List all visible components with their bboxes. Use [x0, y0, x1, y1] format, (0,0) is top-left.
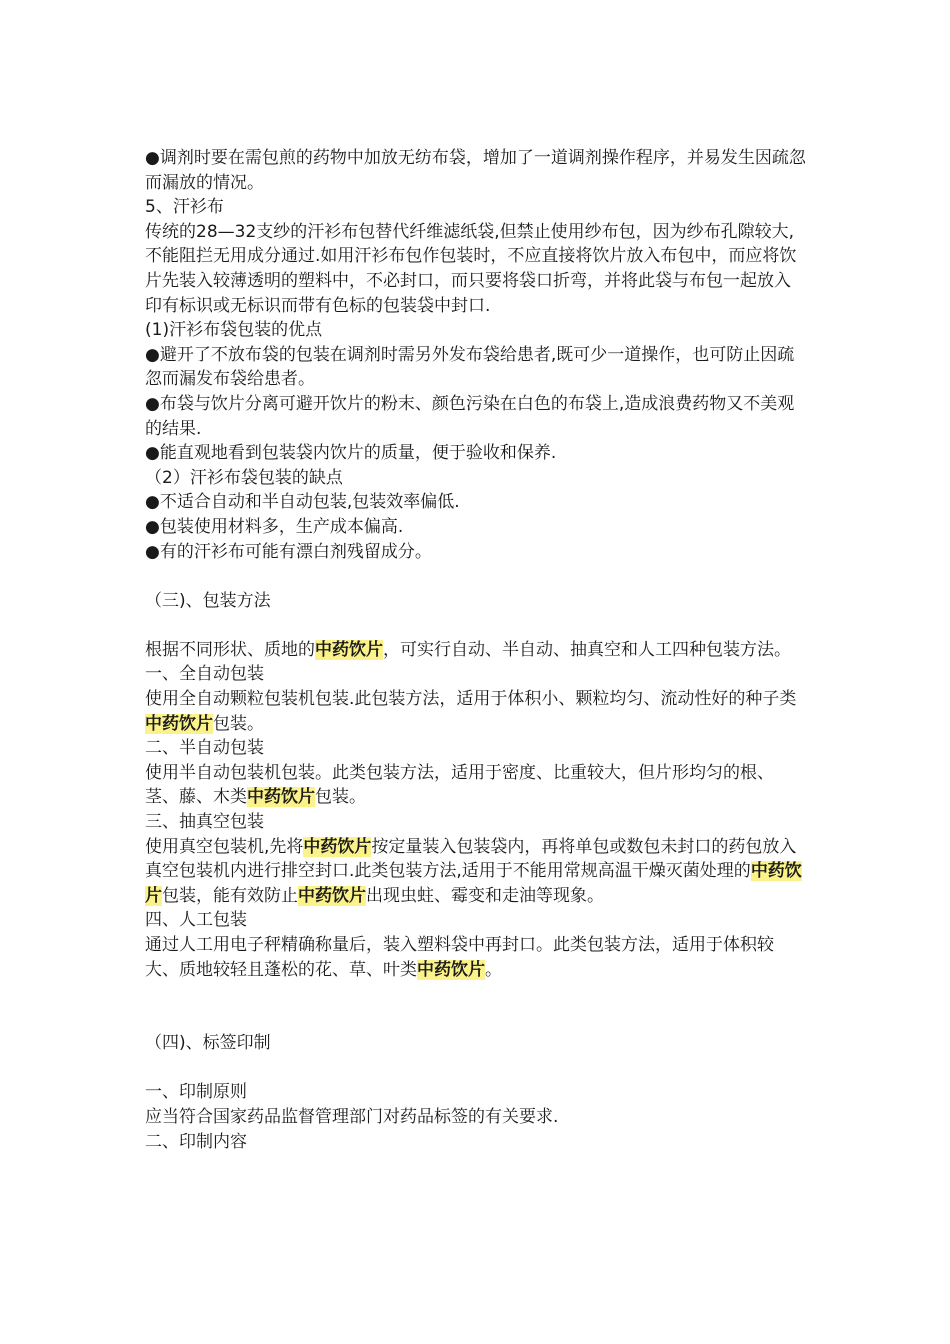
- paragraph: [145, 835, 807, 909]
- subheading: （2）汗衫布袋包装的缺点: [145, 467, 343, 488]
- bullet-item: ●能直观地看到包装袋内饮片的质量，便于验收和保养.: [145, 443, 557, 464]
- paragraph: [145, 761, 807, 810]
- highlighted-term: 中药饮片: [417, 959, 485, 980]
- subheading: (1)汗衫布袋包装的优点: [145, 320, 323, 341]
- text-span: 。: [485, 959, 502, 980]
- bullet-item: ●有的汗衫布可能有漂白剂残留成分。: [145, 541, 432, 562]
- paragraph: 传统的28—32支纱的汗衫布包替代纤维滤纸袋,但禁止使用纱布包，因为纱布孔隙较大,不能阻拦无用成分通过.如用汗衫布包作包装时，不应直接将饮片放入布包中，而应将饮片先装入较薄透明的塑料中，不必封口，而只要将袋口折弯，并将此袋与布包一起放入印有标识或无标识而带有色标的包装袋中封口.: [145, 221, 797, 316]
- highlighted-term: 中药饮片: [247, 787, 315, 808]
- text-span: 使用全自动颗粒包装机包装.此包装方法，适用于体积小、颗粒均匀、流动性好的种子类: [145, 689, 797, 710]
- paragraph: 应当符合国家药品监督管理部门对药品标签的有关要求.: [145, 1106, 559, 1127]
- highlighted-term: 中药饮片: [145, 713, 213, 734]
- section-heading: （四)、标签印制: [145, 1033, 271, 1054]
- highlighted-term: 中药饮片: [315, 639, 383, 660]
- section-heading: （三)、包装方法: [145, 590, 271, 611]
- paragraph: [145, 687, 807, 736]
- subheading: 一、全自动包装: [145, 664, 264, 685]
- section-heading: 5、汗衫布: [145, 197, 224, 218]
- subheading: 一、印制原则: [145, 1082, 247, 1103]
- text-span: 使用半自动包装机包装。此类包装方法，适用于密度、比重较大，但片形均匀的根、茎、藤、木类: [145, 762, 774, 808]
- text-span: 包装，能有效防止: [162, 885, 298, 906]
- highlighted-term: 中药饮片: [298, 885, 366, 906]
- paragraph: [145, 638, 807, 663]
- subheading: 二、半自动包装: [145, 738, 264, 759]
- text-span: ，可实行自动、半自动、抽真空和人工四种包装方法。: [383, 639, 791, 660]
- bullet-item: ●调剂时要在需包煎的药物中加放无纺布袋，增加了一道调剂操作程序，并易发生因疏忽而漏放的情况。: [145, 148, 806, 193]
- text-span: 使用真空包装机,先将: [145, 836, 304, 857]
- bullet-item: ●不适合自动和半自动包装,包装效率偏低.: [145, 492, 460, 513]
- text-span: 通过人工用电子秤精确称量后，装入塑料袋中再封口。此类包装方法，适用于体积较大、质地较轻且蓬松的花、草、叶类: [145, 935, 774, 980]
- subheading: 四、人工包装: [145, 910, 247, 931]
- bullet-item: ●避开了不放布袋的包装在调剂时需另外发布袋给患者,既可少一道操作，也可防止因疏忽而漏发布袋给患者。: [145, 344, 795, 390]
- text-span: 出现虫蛀、霉变和走油等现象。: [366, 885, 604, 906]
- bullet-item: ●布袋与饮片分离可避开饮片的粉末、颜色污染在白色的布袋上,造成浪费药物又不美观的结果.: [145, 393, 795, 439]
- highlighted-term: 中药饮片: [303, 836, 372, 857]
- paragraph: [145, 933, 807, 982]
- text-span: 按定量装入包装袋内，再将单包或数包未封口的药包放入真空包装机内进行排空封口.此类包装方法,适用于不能用常规高温干燥灭菌处理的: [145, 836, 797, 882]
- text-span: 包装。: [315, 787, 366, 808]
- document-body: [145, 146, 807, 1154]
- subheading: 三、抽真空包装: [145, 812, 264, 833]
- bullet-item: ●包装使用材料多，生产成本偏高.: [145, 516, 404, 537]
- subheading: 二、印制内容: [145, 1131, 247, 1152]
- text-span: 包装。: [213, 713, 264, 734]
- text-span: 根据不同形状、质地的: [145, 639, 315, 660]
- highlighted-term: 中药饮片: [145, 861, 802, 906]
